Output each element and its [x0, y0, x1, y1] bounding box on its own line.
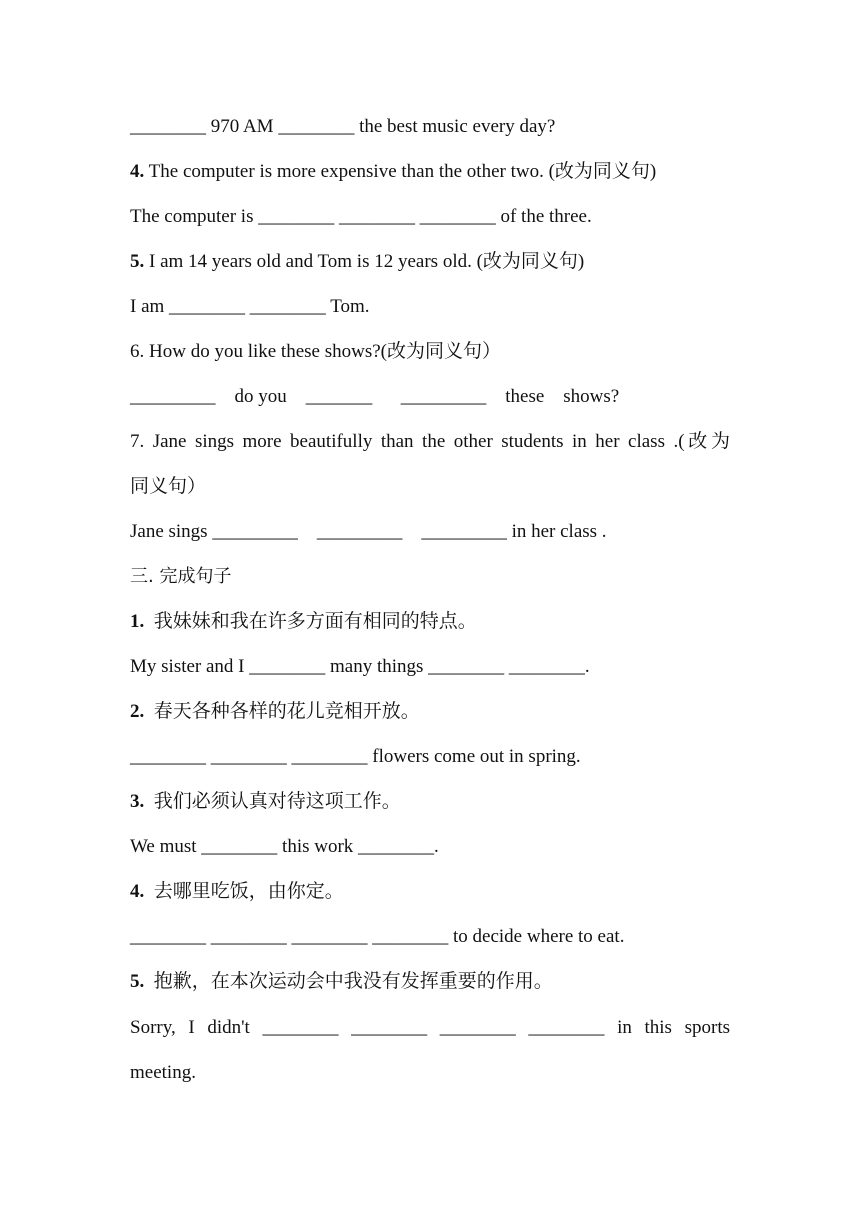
sentence-text: 去哪里吃饭，由你定。 — [144, 881, 344, 902]
sentence-4-answer: ________ ________ ________ ________ to decide where to eat. — [130, 926, 625, 947]
question-4 — [130, 157, 730, 187]
question-number: 4. — [130, 161, 145, 182]
sentence-5-answer: Sorry, I didn't ________ ________ ________ ________ in this sports — [130, 1017, 730, 1038]
sentence-text: 春天各种各样的花儿竞相开放。 — [144, 701, 420, 722]
question-number: 5. — [130, 251, 145, 272]
sentence-3-answer: We must ________ this work ________. — [130, 836, 439, 857]
question-text: The computer is more expensive than the other two. (改为同义句) — [144, 161, 657, 182]
sentence-number: 1. — [130, 611, 145, 632]
sentence-1-answer: My sister and I ________ many things ________ ________. — [130, 656, 590, 677]
answer-7: Jane sings _________ _________ _________ in her class . — [130, 521, 607, 542]
section-heading: 三. 完成句子 — [130, 566, 232, 587]
question-text: I am 14 years old and Tom is 12 years old. (改为同义句) — [144, 251, 585, 272]
answer-5: I am ________ ________ Tom. — [130, 296, 370, 317]
answer-4: The computer is ________ ________ ________ of the three. — [130, 206, 592, 227]
sentence-2-answer: ________ ________ ________ flowers come out in spring. — [130, 746, 581, 767]
question-6: 6. How do you like these shows?(改为同义句） — [130, 341, 501, 362]
sentence-5 — [130, 967, 730, 997]
sentence-4 — [130, 877, 730, 907]
question-7-continued: 同义句） — [130, 476, 207, 497]
sentence-3 — [130, 787, 730, 817]
sentence-1 — [130, 607, 730, 637]
sentence-text: 我妹妹和我在许多方面有相同的特点。 — [144, 611, 477, 632]
sentence-number: 5. — [130, 971, 145, 992]
sentence-5-answer-continued: meeting. — [130, 1062, 196, 1083]
sentence-text: 我们必须认真对待这项工作。 — [144, 791, 401, 812]
sentence-number: 3. — [130, 791, 145, 812]
sentence-number: 4. — [130, 881, 145, 902]
exercise-line: ________ 970 AM ________ the best music every day? — [130, 116, 556, 137]
sentence-text: 抱歉，在本次运动会中我没有发挥重要的作用。 — [144, 971, 553, 992]
question-5 — [130, 247, 730, 277]
question-7: 7. Jane sings more beautifully than the other students in her class .(改为 — [130, 431, 730, 452]
sentence-2 — [130, 697, 730, 727]
sentence-number: 2. — [130, 701, 145, 722]
answer-6: _________ do you _______ _________ these shows? — [130, 386, 620, 407]
